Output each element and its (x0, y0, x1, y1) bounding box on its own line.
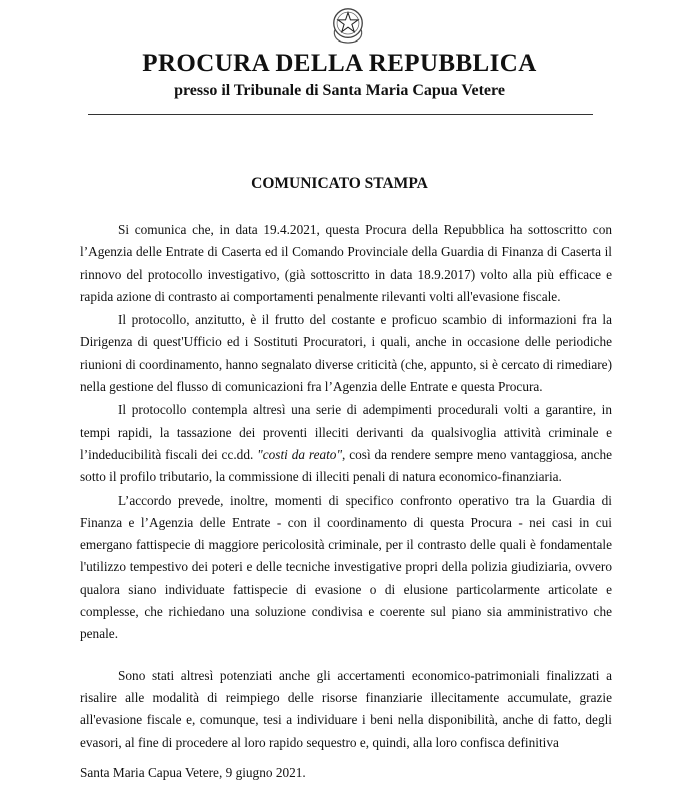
place-and-date: Santa Maria Capua Vetere, 9 giugno 2021. (80, 765, 306, 780)
paragraph: Il protocollo, anzitutto, è il frutto del costante e proficuo scambio di informazioni fra la Dirigenza di quest'Ufficio ed i Sostituti Procuratori, i quali, anche in occasione delle periodiche riunioni di coordinamento, hanno segnalato diverse criticità (che, appunto, si è cercato di rimediare) nella gestione del flusso di comunicazioni fra l’Agenzia delle Entrate e questa Procura. (80, 312, 612, 395)
paragraph: L’accordo prevede, inoltre, momenti di specifico confronto operativo tra la Guardia di Finanza e l’Agenzia delle Entrate - con il coordinamento di questa Procura - nei casi in cui emergano fattispecie di maggiore pericolosità criminale, per il contrasto delle quali è fondamentale l'utilizzo tempestivo dei poteri e delle tecniche investigative propri della polizia giudiziaria, ovvero qualora siano individuate fattispecie di evasione o di elusione particolarmente articolate e complesse, che richiedano una soluzione condivisa e coerente sul piano sia amministrativo che penale. (80, 492, 612, 642)
paragraph: Il protocollo contempla altresì una serie di adempimenti procedurali volti a garantire, in tempi rapidi, la tassazione dei proventi illeciti derivanti da qualsivoglia attività criminale e l’indeducibilità fiscali dei cc.dd. "costi da reato", così da rendere sempre meno vantaggiosa, anche sotto il profilo tributario, la commissione di illeciti penali di natura economico-finanziaria. (80, 402, 612, 485)
document-heading: COMUNICATO STAMPA (251, 175, 428, 192)
italian-republic-emblem-icon (329, 5, 367, 45)
office-subtitle: presso il Tribunale di Santa Maria Capua Vetere (174, 82, 505, 99)
document-body (80, 219, 612, 755)
italic-quote: "costi da reato" (257, 446, 343, 462)
office-title: PROCURA DELLA REPUBBLICA (142, 50, 537, 77)
paragraph: Si comunica che, in data 19.4.2021, questa Procura della Repubblica ha sottoscritto con l’Agenzia delle Entrate di Caserta ed il Comando Provinciale della Guardia di Finanza di Caserta il rinnovo del protocollo investigativo, (già sottoscritto in data 18.9.2017) volto alla più efficace e rapida azione di contrasto ai comportamenti penalmente rilevanti volti all'evasione fiscale. (80, 222, 612, 304)
header-divider (88, 114, 593, 115)
paragraph: Sono stati altresì potenziati anche gli accertamenti economico-patrimoniali finalizzati a risalire alle modalità di reimpiego delle risorse finanziarie illecitamente accumulate, grazie all'evasione fiscale e, comunque, tesi a individuare i beni nella disponibilità, anche di fatto, degli evasori, al fine di procedere al loro rapido sequestro e, quindi, alla loro confisca definitiva (80, 667, 612, 750)
